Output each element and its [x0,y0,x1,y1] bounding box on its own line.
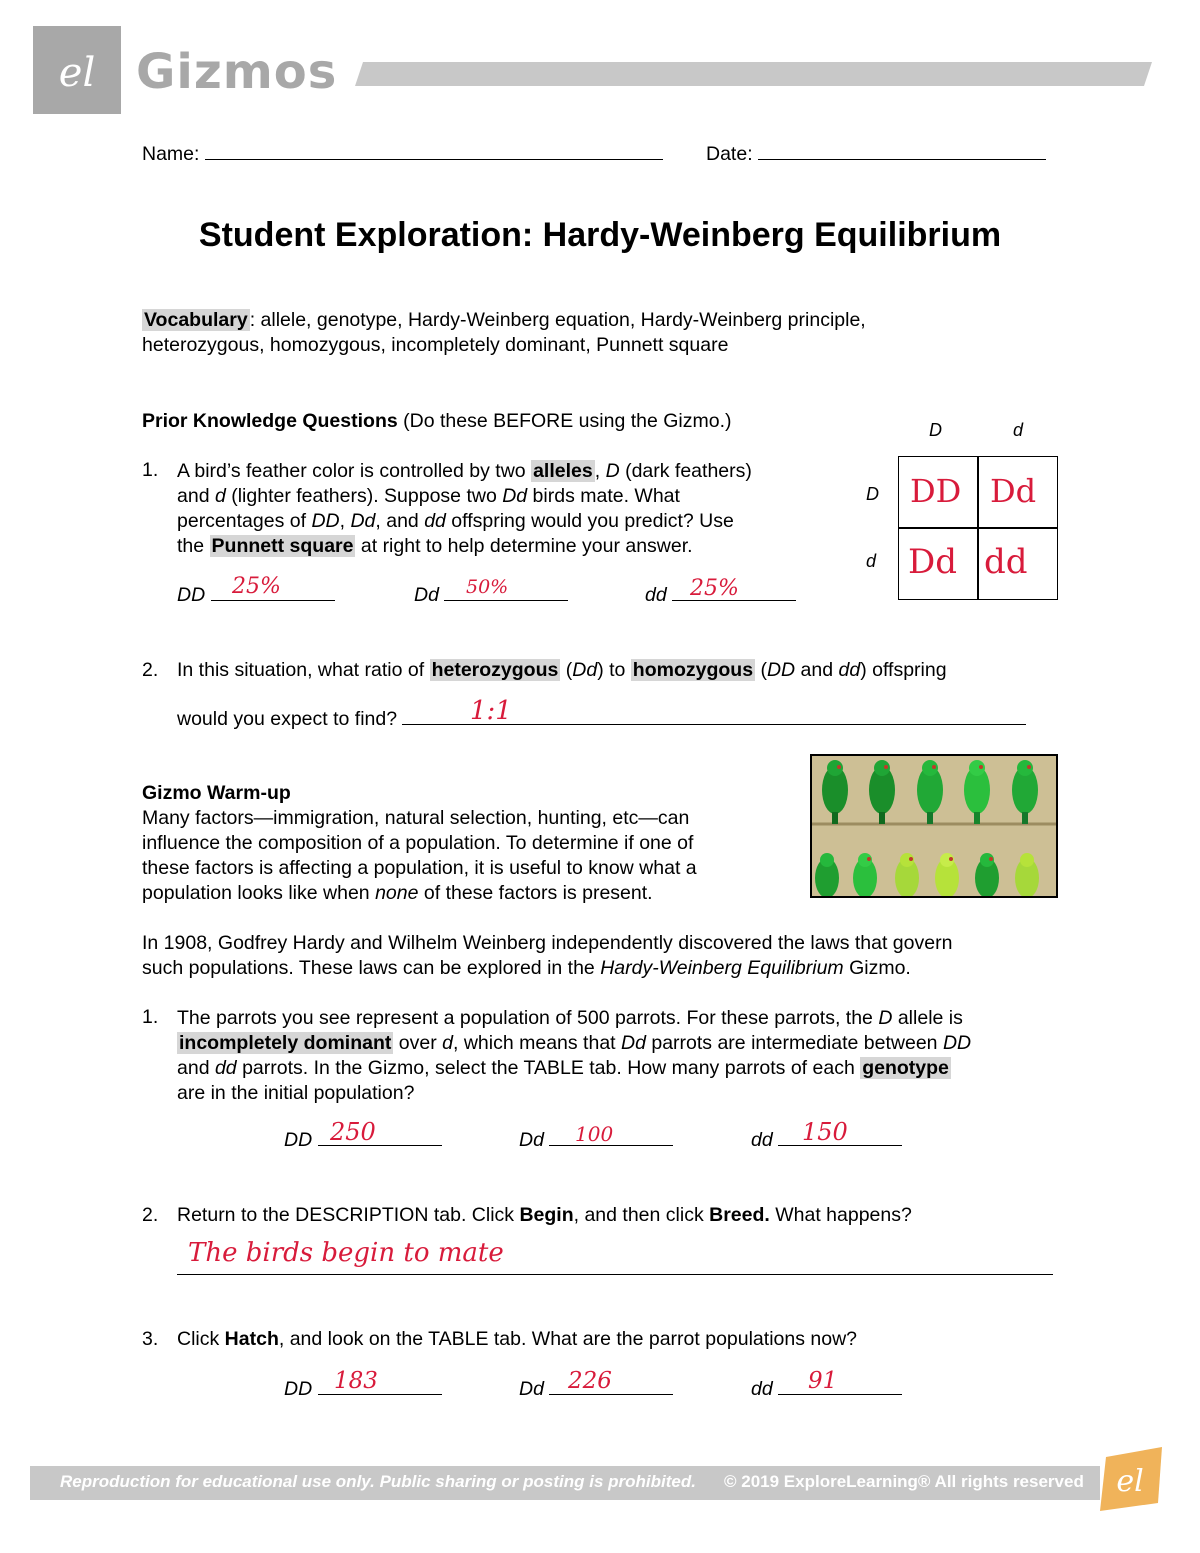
page-title: Student Exploration: Hardy-Weinberg Equilibrium [198,216,1002,254]
punnett-row-header: D [866,484,879,504]
text: , and [375,510,425,532]
text: d [442,1032,453,1054]
explorelearning-logo-icon [1096,1445,1168,1515]
punnett-col-header: d [1013,420,1024,440]
date-field[interactable] [706,143,1046,166]
footer-copyright: © 2019 ExploreLearning® All rights reserved [724,1472,1084,1491]
text: ( [755,659,767,681]
text: , and look on the TABLE tab. What are the parrot populations now? [278,1328,858,1350]
text: In this situation, what ratio of [177,659,430,681]
warmup-question-3 [177,1328,1057,1351]
answer-line[interactable] [318,1394,442,1395]
text: D [605,460,620,482]
term-incompletely-dominant: incompletely dominant [179,1032,392,1054]
text: and [177,1057,215,1079]
text: and [177,485,215,507]
question-number: 2. [142,659,159,681]
prior-heading-bold: Prior Knowledge Questions [142,410,398,432]
question-number: 3. [142,1328,159,1350]
brand-name: Gizmos [136,44,338,100]
answer-label: dd [751,1378,773,1400]
text: d [214,485,226,507]
vocabulary-label: Vocabulary [144,309,248,331]
warmup-line: Many factors—immigration, natural selection, hunting, etc—can [142,807,690,829]
text: Dd [572,659,598,681]
text: DD [766,659,796,681]
term-alleles: alleles [533,460,593,482]
el-logo [33,26,121,114]
text: ) offspring [860,659,947,681]
text: What happens? [769,1204,912,1226]
warmup-heading: Gizmo Warm-up [142,782,291,804]
term-punnett-square: Punnett square [211,535,354,557]
text: percentages of [177,510,312,532]
text: ) to [597,659,631,681]
parrots-illustration [812,756,1056,896]
text: Return to the DESCRIPTION tab. Click [177,1204,520,1226]
answer-line[interactable] [211,600,335,601]
prior-heading [142,410,732,433]
answer-label: dd [751,1129,773,1151]
text: dd [424,510,446,532]
text: Dd [350,510,376,532]
prior-question-1 [177,459,827,559]
text: offspring would you predict? Use [445,510,734,532]
text: birds mate. What [527,485,680,507]
answer-label: DD [284,1129,313,1151]
prior-question-2 [177,659,1057,682]
text: would you expect to find? [177,708,398,730]
question-number: 1. [142,459,159,481]
answer-line[interactable] [549,1394,673,1395]
punnett-divider [899,527,1057,529]
vocabulary-line-1: : allele, genotype, Hardy-Weinberg equation, Hardy-Weinberg principle, [249,309,866,331]
warmup-line: influence the composition of a population. To determine if one of [142,832,694,854]
term-homozygous: homozygous [632,659,754,681]
footer-disclaimer: Reproduction for educational use only. Public sharing or posting is prohibited. [60,1472,696,1491]
text: , and then click [573,1204,710,1226]
punnett-cell[interactable]: Dd [990,472,1037,510]
prior-subheading: (Do these BEFORE using the Gizmo.) [397,410,732,432]
handwritten-answer: 91 [808,1368,838,1394]
text: Click [177,1328,225,1350]
warmup-intro [142,806,792,906]
header-bar [355,62,1152,86]
text: , [339,510,351,532]
warmup-line: these factors is affecting a population, it is useful to know what a [142,857,697,879]
vocabulary-line-2: heterozygous, homozygous, incompletely dominant, Punnett square [142,334,729,356]
text: the [177,535,210,557]
text: DD [311,510,340,532]
name-label: Name: [142,143,200,165]
text: dd [838,659,861,681]
text: Hardy-Weinberg Equilibrium [600,957,844,979]
answer-label: DD [177,584,206,606]
text: , which means that [453,1032,621,1054]
text: none [375,882,419,904]
text: allele is [892,1007,963,1029]
answer-label: dd [645,584,667,606]
answer-label: Dd [519,1129,544,1151]
text: parrots. In the Gizmo, select the TABLE tab. How many parrots of each [236,1057,861,1079]
history-paragraph [142,931,1062,981]
text: A bird’s feather color is controlled by two [177,460,532,482]
text: population looks like when [142,882,376,904]
handwritten-answer: 150 [802,1118,848,1146]
text: of these factors is present. [418,882,653,904]
text: D [878,1007,893,1029]
punnett-cell[interactable]: DD [910,472,962,510]
punnett-col-header: D [929,420,942,440]
ratio-answer[interactable] [177,708,1026,731]
text: over [393,1032,443,1054]
el-logo-icon [33,26,121,114]
text: such populations. These laws can be explored in the [142,957,601,979]
term-genotype: genotype [862,1057,949,1079]
date-label: Date: [706,143,753,165]
name-line[interactable] [205,159,663,160]
text: Hatch [224,1328,279,1350]
text: , [594,460,606,482]
answer-label: Dd [519,1378,544,1400]
handwritten-answer: The birds begin to mate [188,1238,504,1268]
question-number: 1. [142,1006,159,1028]
parrot-population-image [810,754,1058,898]
text: The parrots you see represent a population of 500 parrots. For these parrots, the [177,1007,879,1029]
text: (dark feathers) [619,460,752,482]
text: Breed. [709,1204,770,1226]
answer-line[interactable] [778,1394,902,1395]
text: Begin [519,1204,574,1226]
text: DD [942,1032,972,1054]
term-heterozygous: heterozygous [431,659,559,681]
svg-text:el: el [58,50,96,96]
answer-label: DD [284,1378,313,1400]
text: In 1908, Godfrey Hardy and Wilhelm Weinberg independently discovered the laws that govern [142,932,953,954]
punnett-cell[interactable]: Dd [908,542,958,582]
name-field[interactable] [142,143,663,166]
punnett-cell[interactable]: dd [984,542,1028,582]
text: Dd [502,485,528,507]
text: ( [560,659,573,681]
text: Gizmo. [843,957,911,979]
text: parrots are intermediate between [645,1032,943,1054]
text: at right to help determine your answer. [355,535,693,557]
handwritten-answer: 183 [334,1368,378,1394]
text: dd [214,1057,237,1079]
date-line[interactable] [758,159,1046,160]
answer-label: Dd [414,584,439,606]
text: and [795,659,839,681]
handwritten-answer: 25% [232,574,281,599]
punnett-row-header: d [866,551,877,571]
handwritten-answer: 100 [575,1122,614,1146]
warmup-question-1 [177,1006,1067,1106]
vocabulary [142,308,1042,358]
question-number: 2. [142,1204,159,1226]
handwritten-answer: 25% [690,576,739,601]
text: are in the initial population? [177,1082,415,1104]
svg-text:el: el [1116,1464,1144,1499]
warmup-question-2 [177,1204,1057,1227]
answer-line[interactable] [444,600,568,601]
text: Dd [621,1032,646,1054]
handwritten-answer: 226 [568,1368,612,1394]
text: (lighter feathers). Suppose two [225,485,503,507]
handwritten-answer: 250 [330,1118,376,1146]
handwritten-answer: 1:1 [470,696,512,726]
handwritten-answer: 50% [466,576,509,598]
